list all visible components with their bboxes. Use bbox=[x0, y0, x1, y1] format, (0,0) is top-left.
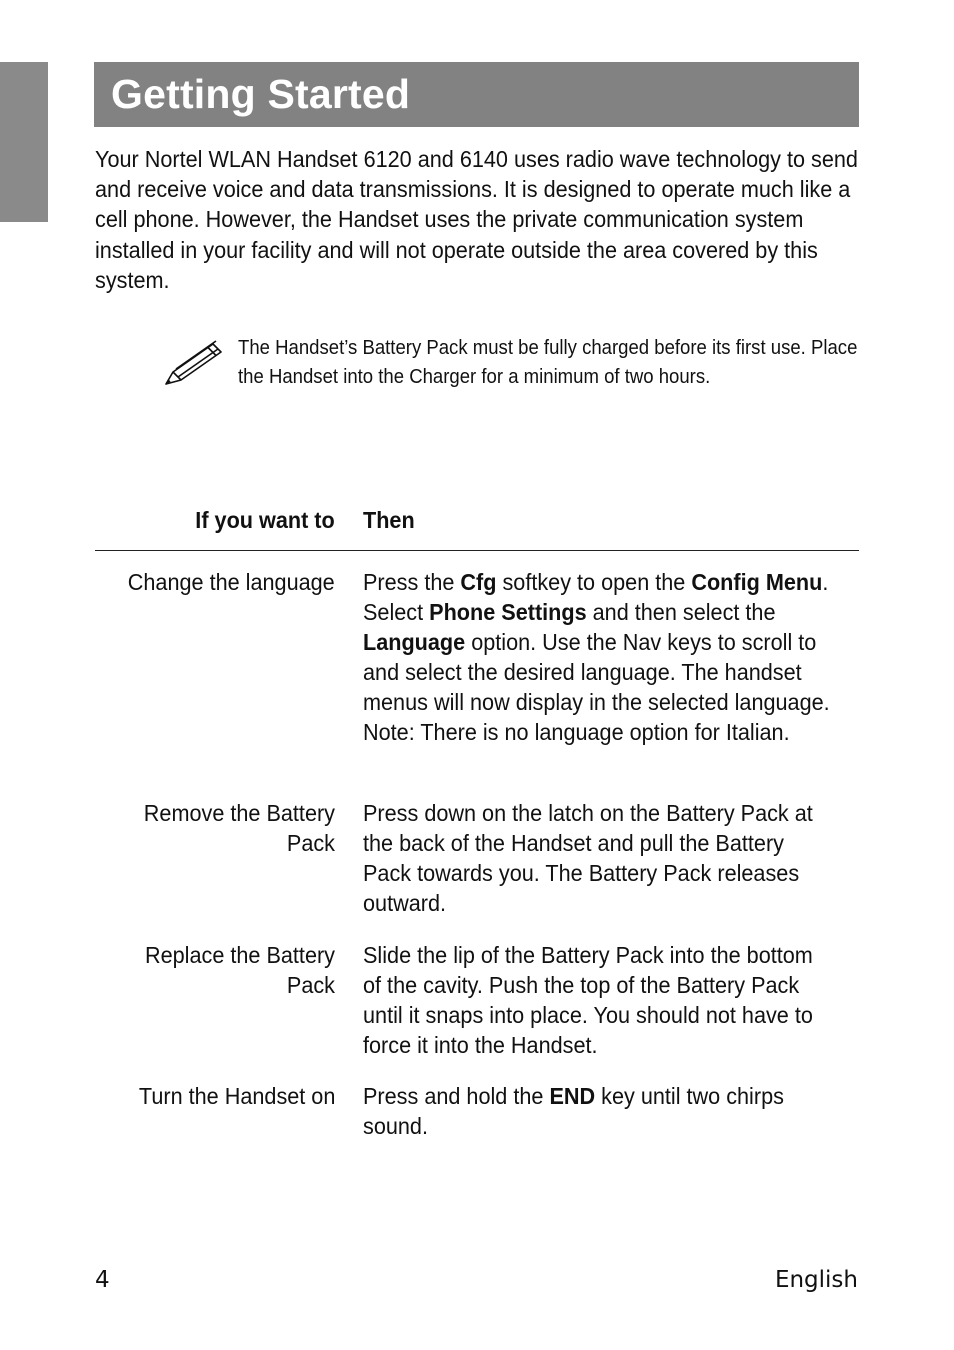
then-text: option. Use the Nav keys to scroll to and select the desired language. The handset menus will now display in the selected language. Note: There is no language option for Italian. bbox=[363, 629, 830, 746]
header-then: Then bbox=[363, 507, 415, 533]
bold-term: Language bbox=[363, 629, 466, 656]
then-text: Press the bbox=[363, 569, 461, 595]
then-cell bbox=[363, 940, 835, 1060]
intro-paragraph: Your Nortel WLAN Handset 6120 and 6140 uses radio wave technology to send and receive voice and data transmissions. It is designed to operate much like a cell phone. However, the Handset uses the private communication system installed in your facility and will not operate outside the area covered by this system. bbox=[95, 146, 858, 293]
task-cell: Replace the Battery Pack bbox=[144, 942, 335, 999]
pencil-icon bbox=[160, 338, 224, 388]
then-text: and then select the bbox=[586, 599, 776, 626]
task-cell: Change the language bbox=[128, 569, 335, 595]
note-box bbox=[158, 334, 878, 404]
then-cell bbox=[363, 567, 835, 748]
table-row bbox=[95, 567, 859, 798]
then-cell bbox=[363, 1081, 835, 1141]
page-title: Getting Started bbox=[111, 71, 411, 117]
footer-language: English bbox=[774, 1267, 858, 1293]
task-cell: Turn the Handset on bbox=[138, 1083, 335, 1109]
then-text: . Select bbox=[363, 569, 829, 626]
page-number: 4 bbox=[95, 1267, 110, 1293]
then-text: Slide the lip of the Battery Pack into the bottom of the cavity. Push the top of the Battery Pack until it snaps into place. You should not have to force it into the Handset. bbox=[363, 942, 813, 1059]
table-row bbox=[95, 798, 859, 940]
then-text: Press and hold the bbox=[363, 1083, 550, 1109]
note-text: The Handset’s Battery Pack must be fully charged before its first use. Place the Handset into the Charger for a minimum of two hours. bbox=[238, 336, 858, 388]
bold-term: Cfg bbox=[460, 569, 497, 595]
instruction-table bbox=[95, 502, 859, 1140]
title-bar bbox=[94, 62, 859, 127]
then-text: softkey to open the bbox=[496, 569, 692, 595]
then-cell bbox=[363, 798, 835, 918]
table-row bbox=[95, 1081, 859, 1171]
chapter-side-tab bbox=[0, 62, 48, 222]
header-if-you-want-to: If you want to bbox=[195, 507, 335, 533]
task-cell: Remove the Battery Pack bbox=[143, 800, 335, 857]
table-header bbox=[95, 502, 859, 551]
bold-term: Phone Settings bbox=[429, 599, 587, 626]
table-row bbox=[95, 940, 859, 1081]
bold-term: END bbox=[549, 1083, 596, 1109]
then-text: Press down on the latch on the Battery Pack at the back of the Handset and pull the Battery Pack towards you. The Battery Pack releases outward. bbox=[363, 800, 813, 917]
then-text: key until two chirps sound. bbox=[363, 1083, 784, 1140]
bold-term: Config Menu bbox=[691, 569, 823, 595]
